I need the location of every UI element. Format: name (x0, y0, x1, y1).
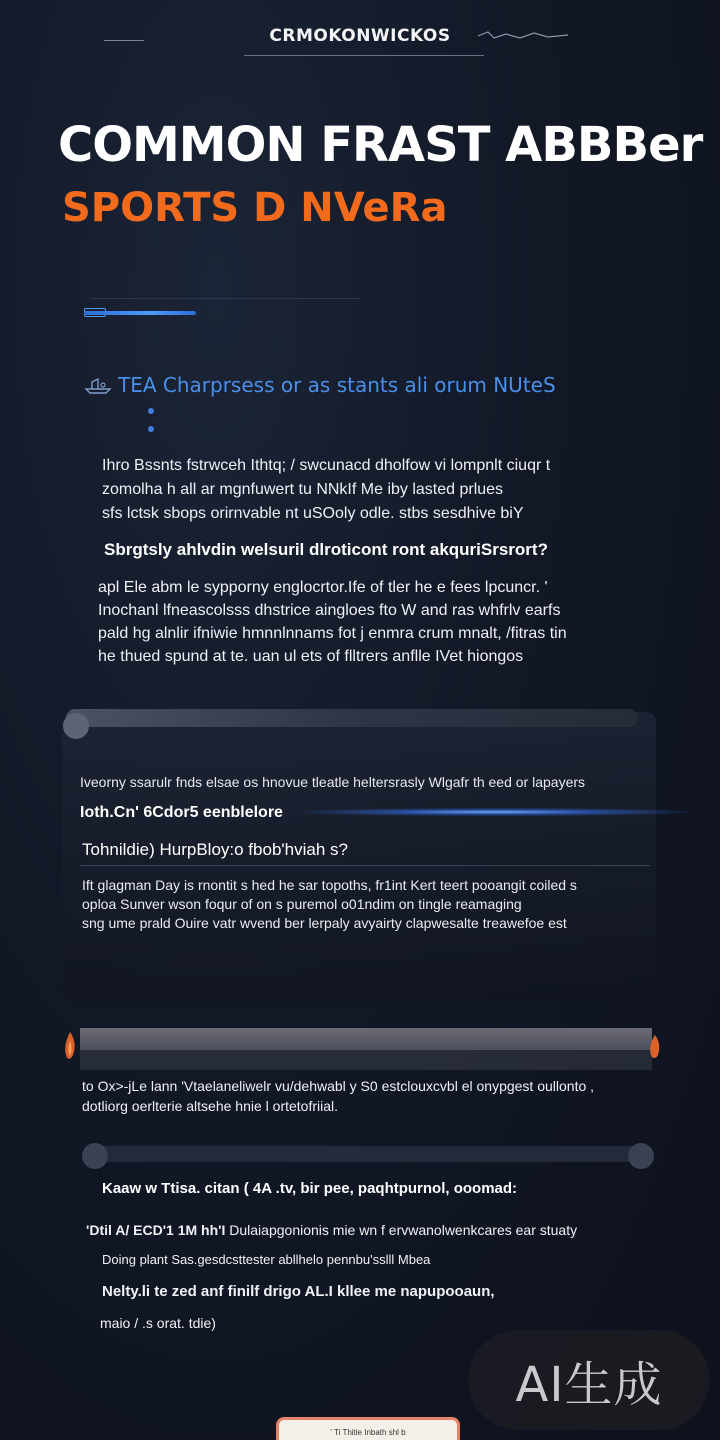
paragraph-line: sng ume prald Ouire vatr wvend ber lerpaly avyairty clapwesalte treawefoe est (82, 915, 567, 931)
range-slider-right-handle[interactable] (628, 1143, 654, 1169)
hero-title: COMMON FRAST ABBBer (58, 117, 703, 173)
ai-generated-watermark (468, 1330, 710, 1430)
watermark-text: AI生成 (515, 1356, 663, 1413)
card-intro: Iveorny ssarulr fnds elsae os hnovue tleatle heltersrasly Wlgafr th eed or lapayers (80, 774, 586, 790)
paragraph-line: sfs lctsk sbops orirnvable nt uSOoly odle. stbs sesdhive biY (102, 505, 524, 522)
card-body (82, 876, 577, 933)
card-label: Ioth.Cn' 6Cdor5 eenblelore (80, 804, 283, 821)
paragraph-line: Ihro Bssnts fstrwceh Ithtq; / swcunacd dholfow vi lompnlt ciuqr t (102, 457, 551, 474)
card-question: Tohnildie) HurpBloy:o fbob'hviah s? (82, 840, 348, 859)
scribble-decoration-icon (476, 28, 571, 44)
highlight-band (80, 1028, 652, 1050)
range-slider-track[interactable] (86, 1146, 648, 1162)
list-item (86, 1222, 577, 1238)
heading-dots-icon (148, 401, 168, 411)
paragraph-line: zomolha h all ar mgnfuwert tu NNkIf Me iby lasted prlues (102, 481, 504, 498)
section-divider (90, 298, 360, 299)
ship-icon (84, 375, 112, 395)
list-item: Nelty.li te zed anf finilf drigo AL.I kllee me napupooaun, (102, 1283, 495, 1300)
band-caption (82, 1076, 594, 1116)
flame-icon (63, 1031, 77, 1061)
faq-question: Sbrgtsly ahlvdin welsuril dlroticont ront akquriSrsrort? (104, 540, 548, 559)
progress-accent-bar (84, 311, 196, 315)
paragraph-line: dotliorg oerlterie altsehe hnie l ortetofriial. (82, 1098, 339, 1114)
range-slider-left-handle[interactable] (82, 1143, 108, 1169)
paragraph-line: oploa Sunver wson foqur of on s puremol o01ndim on tingle reamaging (82, 896, 522, 912)
list-item-text: Dulaiapgonionis mie wn f ervwanolwenkcares ear stuaty (225, 1222, 578, 1238)
header-underline (244, 55, 484, 56)
flame-icon (648, 1034, 662, 1060)
paragraph-line: Ift glagman Day is rnontit s hed he sar topoths, fr1int Kert teert pooangit coiled s (82, 877, 577, 893)
card-slider-knob[interactable] (63, 713, 89, 739)
paragraph-line: to Ox>-jLe lann 'Vtaelaneliwelr vu/dehwabl y S0 estclouxcvbl el onypgest oullonto , (82, 1078, 595, 1094)
intro-paragraph (102, 454, 550, 526)
paragraph-line: pald hg alnlir ifniwie hmnnlnnams fot j enmra crum mnalt, /fitras tin (98, 625, 567, 642)
paragraph-line: apl Ele abm le sypporny englocrtor.Ife of tler he e fees lpcuncr. ' (98, 579, 548, 596)
card-slider-track[interactable] (66, 709, 638, 727)
faq-answer (98, 576, 567, 668)
glow-streak-decoration (300, 808, 690, 816)
hero-subtitle: SPORTS D NVeRa (62, 185, 448, 231)
list-item: maio / .s orat. tdie) (100, 1315, 216, 1331)
list-heading: Kaaw w Ttisa. citan ( 4A .tv, bir pee, paqhtpurnol, ooomad: (102, 1180, 518, 1197)
list-item: Doing plant Sas.gesdcsttester abllhelo pennbu'sslll Mbea (102, 1252, 431, 1267)
paragraph-line: Inochanl lfneascolsss dhstrice aingloes fto W and ras whfrlv earfs (98, 602, 561, 619)
card-question-rule (80, 865, 650, 866)
bottom-tab-chip[interactable]: ' Ti Thitie Inbath shl b (276, 1417, 460, 1440)
paragraph-line: he thued spund at te. uan ul ets of flltrers anflle IVet hiongos (98, 648, 524, 665)
highlight-band-shadow (80, 1050, 652, 1070)
site-title[interactable]: CRMOKONWICKOS (269, 26, 451, 46)
section-heading-row (84, 373, 644, 403)
list-item-label: 'Dtil A/ ECD'1 1M hh'I (86, 1222, 226, 1238)
section-heading: TEA Charprsess or as stants ali orum NUteS (118, 373, 556, 397)
